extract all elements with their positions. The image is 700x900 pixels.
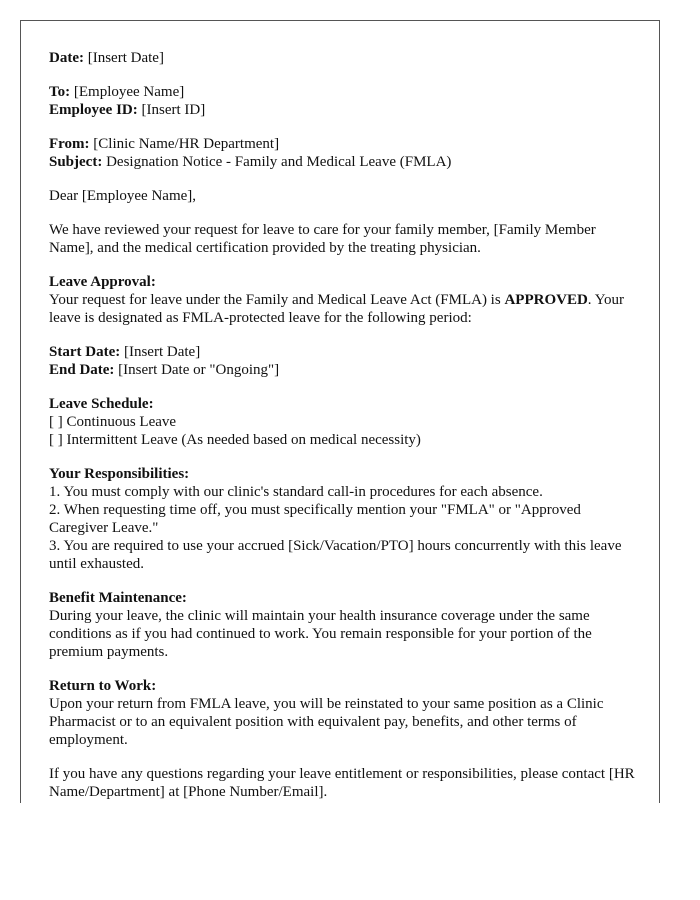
approval-status: APPROVED [504,292,588,308]
salutation: Dear [Employee Name], [49,188,197,204]
leave-approval-text-before: Your request for leave under the Family and Medical Leave Act (FMLA) is [49,292,505,308]
end-date-value: [Insert Date or "Ongoing"] [118,362,280,378]
date-block [49,49,639,67]
subject-value: Designation Notice - Family and Medical Leave (FMLA) [106,154,452,170]
from-line [49,135,639,153]
leave-schedule-heading [49,395,639,413]
employee-id-value: [Insert ID] [141,102,206,118]
schedule-option-continuous: [ ] Continuous Leave [49,414,177,430]
closing-paragraph: If you have any questions regarding your leave entitlement or responsibilities, please contact [HR Name/Department] at [Phone Number/Email]. [49,766,635,800]
from-value: [Clinic Name/HR Department] [93,136,280,152]
benefit-maintenance-heading [49,589,639,607]
intro-paragraph: We have reviewed your request for leave to care for your family member, [Family Member Name], and the medical certification provided by the treating physician. [49,222,596,256]
to-value: [Employee Name] [73,84,185,100]
recipient-block [49,83,639,119]
leave-approval-heading-text: Leave Approval: [49,274,156,290]
letter-page [20,20,660,803]
responsibilities-heading-text: Your Responsibilities: [49,466,190,482]
employee-id-label: Employee ID: [49,102,138,118]
leave-schedule-heading-text: Leave Schedule: [49,396,154,412]
employee-id-line [49,101,639,119]
benefit-maintenance-section [49,589,639,661]
responsibilities-section [49,465,639,573]
subject-line [49,153,639,171]
sender-block [49,135,639,171]
date-line [49,49,639,67]
start-date-line [49,343,639,361]
responsibility-item: 3. You are required to use your accrued [Sick/Vacation/PTO] hours concurrently with this leave until exhausted. [49,538,622,572]
leave-approval-text [49,292,624,326]
return-to-work-text: Upon your return from FMLA leave, you will be reinstated to your same position as a Clinic Pharmacist or to an equivalent position with equivalent pay, benefits, and other terms of employment. [49,696,604,748]
start-date-label: Start Date: [49,344,121,360]
leave-dates-block [49,343,639,379]
responsibility-item: 1. You must comply with our clinic's standard call-in procedures for each absence. [49,484,543,500]
subject-label: Subject: [49,154,103,170]
return-to-work-section [49,677,639,749]
to-label: To: [49,84,71,100]
to-line [49,83,639,101]
benefit-maintenance-heading-text: Benefit Maintenance: [49,590,187,606]
leave-schedule-section [49,395,639,449]
schedule-option-intermittent: [ ] Intermittent Leave (As needed based on medical necessity) [49,432,421,448]
date-label: Date: [49,50,84,66]
date-value: [Insert Date] [87,50,164,66]
responsibilities-heading [49,465,639,483]
benefit-maintenance-text: During your leave, the clinic will maintain your health insurance coverage under the same conditions as if you had continued to work. You remain responsible for your portion of the premium payments. [49,608,592,660]
responsibility-item: 2. When requesting time off, you must specifically mention your "FMLA" or "Approved Caregiver Leave." [49,502,581,536]
end-date-label: End Date: [49,362,115,378]
end-date-line [49,361,639,379]
leave-approval-heading [49,273,639,291]
leave-approval-text-after: . Your leave is designated as FMLA-protected leave for the following period: [49,292,625,326]
return-to-work-heading-text: Return to Work: [49,678,157,694]
start-date-value: [Insert Date] [123,344,201,360]
leave-approval-section [49,273,639,327]
return-to-work-heading [49,677,639,695]
from-label: From: [49,136,90,152]
